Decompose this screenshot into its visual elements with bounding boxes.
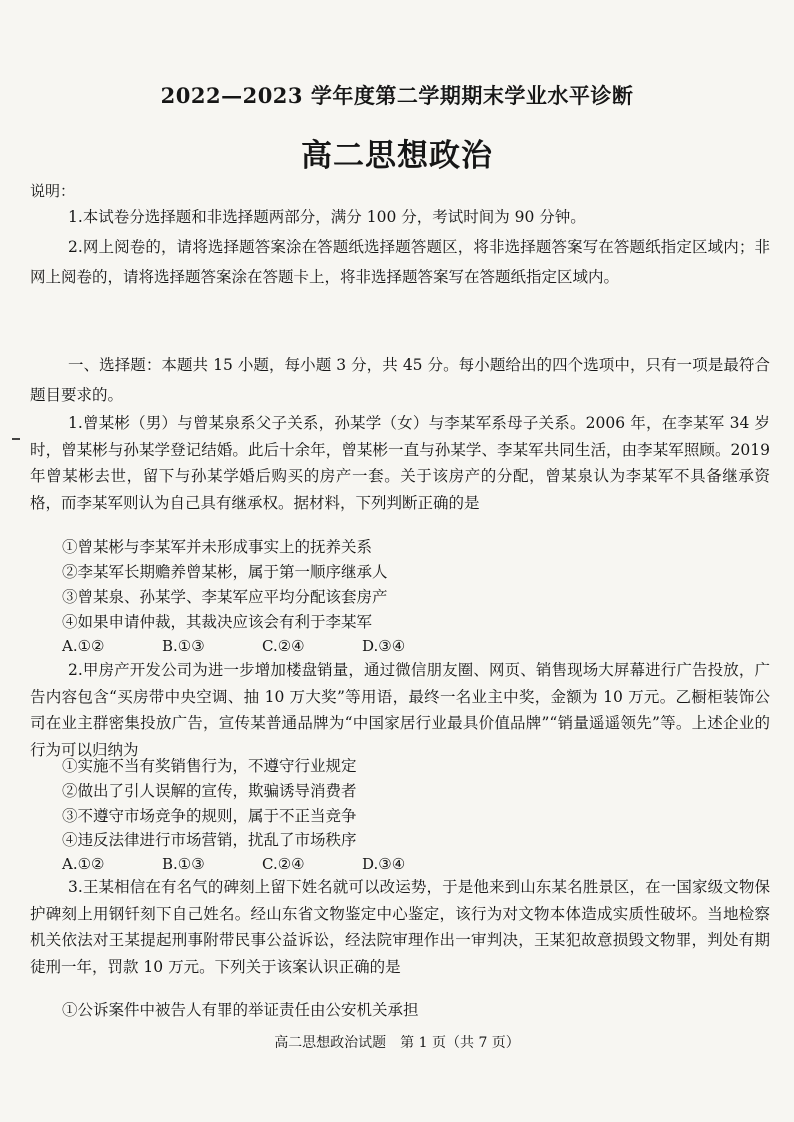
q1-option-4: ④如果申请仲裁，其裁决应该会有利于李某军 [62, 613, 373, 631]
q2-choice-c: C.②④ [262, 855, 305, 873]
q1-choice-c: C.②④ [262, 637, 305, 655]
question-2-stem: 2.甲房产开发公司为进一步增加楼盘销量，通过微信朋友圈、网页、销售现场大屏幕进行广告投放，广告内容包含“买房带中央空调、抽 10 万大奖”等用语，最终一名业主中奖，金额为 10 万元。乙橱柜装饰公司在业主群密集投放广告，宣传某普通品牌为“中国家居行业最具价值品牌”“销量遥遥领先”等。上述企业的行为可以归纳为 [30, 661, 770, 759]
q2-choice-a: A.①② [62, 855, 105, 873]
q2-choice-b: B.①③ [162, 855, 205, 873]
q1-option-3: ③曾某泉、孙某学、李某军应平均分配该套房产 [62, 588, 388, 606]
instructions-heading: 说明： [30, 182, 76, 200]
q2-option-1: ①实施不当有奖销售行为，不遵守行业规定 [62, 757, 357, 775]
question-3-stem: 3.王某相信在有名气的碑刻上留下姓名就可以改运势，于是他来到山东某名胜景区，在一国家级文物保护碑刻上用钢钎刻下自己姓名。经山东省文物鉴定中心鉴定，该行为对文物本体造成实质性破坏。当地检察机关依法对王某提起刑事附带民事公益诉讼，经法院审理作出一审判决，王某犯故意损毁文物罪，判处有期徒刑一年，罚款 10 万元。下列关于该案认识正确的是 [30, 878, 770, 976]
q1-option-1: ①曾某彬与李某军并未形成事实上的抚养关系 [62, 538, 373, 556]
q2-choices [62, 854, 462, 874]
q1-choices [62, 636, 462, 656]
question-1-stem: 1.曾某彬（男）与曾某泉系父子关系，孙某学（女）与李某军系母子关系。2006 年，在李某军 34 岁时，曾某彬与孙某学登记结婚。此后十余年，曾某彬一直与孙某学、李某军共同生活，由李某军照顾。2019 年曾某彬去世，留下与孙某学婚后购买的房产一套。关于该房产的分配，曾某泉认为李某军不具备继承资格，而李某军则认为自己具有继承权。据材料，下列判断正确的是 [30, 414, 770, 512]
instruction-item-1: 1.本试卷分选择题和非选择题两部分，满分 100 分，考试时间为 90 分钟。 [68, 208, 586, 226]
page-footer: 高二思想政治试题 第 1 页（共 7 页） [274, 1035, 520, 1051]
margin-mark [12, 438, 20, 440]
q2-option-2: ②做出了引人误解的宣传，欺骗诱导消费者 [62, 782, 357, 800]
q1-choice-d: D.③④ [362, 637, 406, 655]
q3-option-1: ①公诉案件中被告人有罪的举证责任由公安机关承担 [62, 1001, 419, 1019]
subject-title: 高二思想政治 [301, 138, 493, 174]
q1-choice-a: A.①② [62, 637, 105, 655]
section-1-intro: 一、选择题：本题共 15 小题，每小题 3 分，共 45 分。每小题给出的四个选项中，只有一项是最符合题目要求的。 [30, 356, 770, 404]
q1-choice-b: B.①③ [162, 637, 205, 655]
q1-option-2: ②李某军长期赡养曾某彬，属于第一顺序继承人 [62, 563, 388, 581]
instruction-item-2: 2.网上阅卷的，请将选择题答案涂在答题纸选择题答题区，将非选择题答案写在答题纸指定区域内；非网上阅卷的，请将选择题答案涂在答题卡上，将非选择题答案写在答题纸指定区域内。 [30, 238, 770, 286]
exam-title: 2022—2023 学年度第二学期期末学业水平诊断 [160, 83, 634, 108]
q2-choice-d: D.③④ [362, 855, 406, 873]
q2-option-3: ③不遵守市场竞争的规则，属于不正当竞争 [62, 807, 357, 825]
q2-option-4: ④违反法律进行市场营销，扰乱了市场秩序 [62, 831, 357, 849]
